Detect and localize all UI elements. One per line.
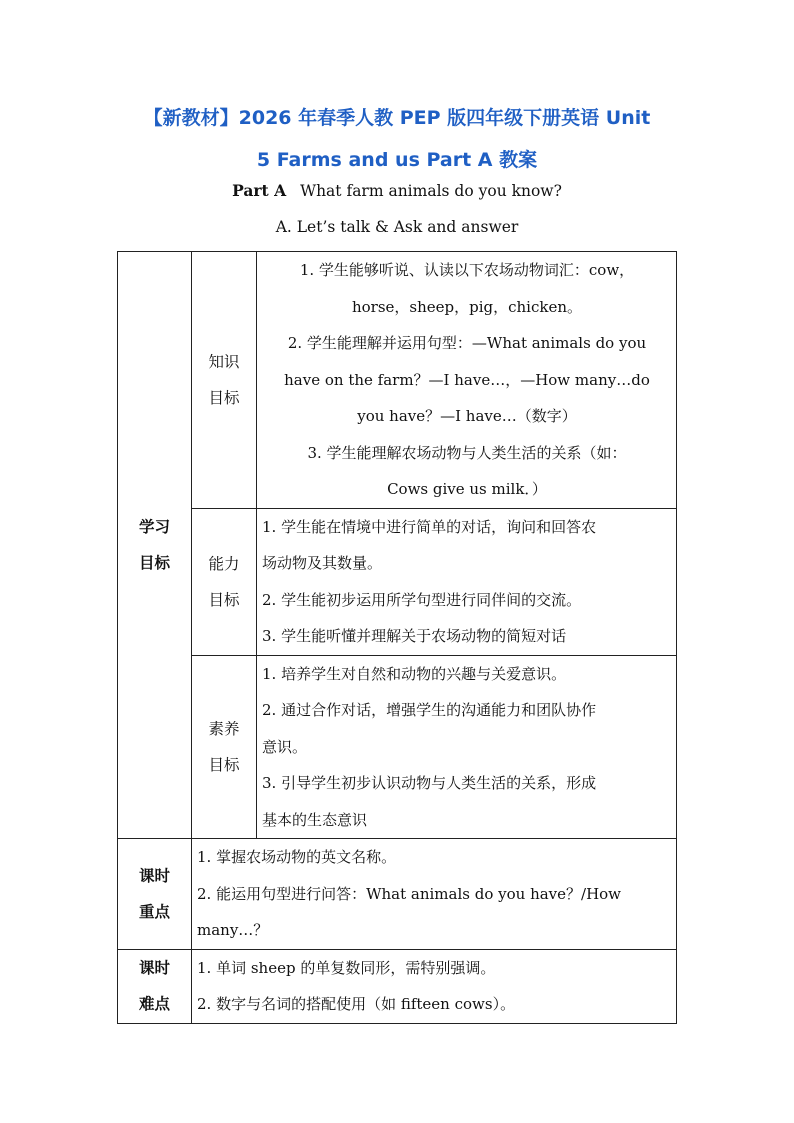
text-line: 1. 掌握农场动物的英文名称。	[197, 848, 397, 866]
key-points-label-cell	[118, 839, 192, 950]
knowledge-label-cell	[192, 252, 257, 509]
text-line: horse，sheep，pig，chicken。	[351, 297, 583, 316]
ability-content	[257, 508, 677, 655]
text-line: 2. 通过合作对话，增强学生的沟通能力和团队协作	[262, 701, 597, 719]
ability-label: 能力目标	[208, 554, 240, 609]
text-line: 3. 学生能听懂并理解关于农场动物的简短对话	[262, 627, 567, 645]
text-line: 3. 引导学生初步认识动物与人类生活的关系，形成	[262, 774, 597, 792]
lesson-plan-table	[117, 251, 677, 1024]
difficulties-content	[192, 949, 677, 1023]
table-row-ability	[118, 508, 677, 655]
table-row-key-points	[118, 839, 677, 950]
table-row-difficulties	[118, 949, 677, 1023]
part-question: What farm animals do you know?	[300, 182, 562, 200]
part-label: Part A	[232, 181, 287, 200]
lesson-heading: A. Let’s talk & Ask and answer	[275, 218, 519, 236]
quality-label: 素养目标	[208, 719, 240, 774]
quality-content	[257, 655, 677, 839]
text-line: 2. 学生能初步运用所学句型进行同伴间的交流。	[262, 590, 582, 609]
goals-label: 学习目标	[138, 518, 170, 572]
ability-label-cell	[192, 508, 257, 655]
text-line: 基本的生态意识	[262, 810, 368, 829]
text-line: 1. 培养学生对自然和动物的兴趣与关爱意识。	[262, 664, 567, 683]
difficulties-label: 课时难点	[138, 959, 170, 1013]
text-line: 1. 单词 sheep 的单复数同形，需特别强调。	[197, 958, 496, 977]
document-title-line1: 【新教材】2026 年春季人教 PEP 版四年级下册英语 Unit	[143, 107, 651, 129]
goals-label-cell	[118, 252, 192, 839]
text-line: 意识。	[262, 737, 308, 756]
text-line: 2. 学生能理解并运用句型：—What animals do you	[287, 334, 647, 352]
text-line: 场动物及其数量。	[262, 554, 383, 572]
knowledge-label: 知识目标	[208, 352, 240, 407]
text-line: many…？	[197, 921, 269, 939]
text-line: have on the farm？—I have…，—How many…do	[284, 370, 650, 389]
text-line: you have？—I have…（数字）	[357, 407, 577, 425]
text-line: Cows give us milk．）	[387, 480, 547, 498]
document-title-line2: 5 Farms and us Part A 教案	[256, 149, 538, 171]
table-row-knowledge	[118, 252, 677, 509]
part-heading	[120, 181, 674, 201]
text-line: 1. 学生能在情境中进行简单的对话，询问和回答农	[262, 517, 597, 536]
text-line: 1. 学生能够听说、认读以下农场动物词汇：cow，	[299, 261, 635, 279]
quality-label-cell	[192, 655, 257, 839]
text-line: 2. 能运用句型进行问答：What animals do you have？/How	[197, 884, 622, 903]
key-points-label: 课时重点	[138, 866, 170, 921]
text-line: 3. 学生能理解农场动物与人类生活的关系（如：	[307, 443, 627, 462]
knowledge-content	[257, 252, 677, 509]
key-points-content	[192, 839, 677, 950]
text-line: 2. 数字与名词的搭配使用（如 fifteen cows）。	[197, 995, 516, 1013]
table-row-quality	[118, 655, 677, 839]
difficulties-label-cell	[118, 949, 192, 1023]
